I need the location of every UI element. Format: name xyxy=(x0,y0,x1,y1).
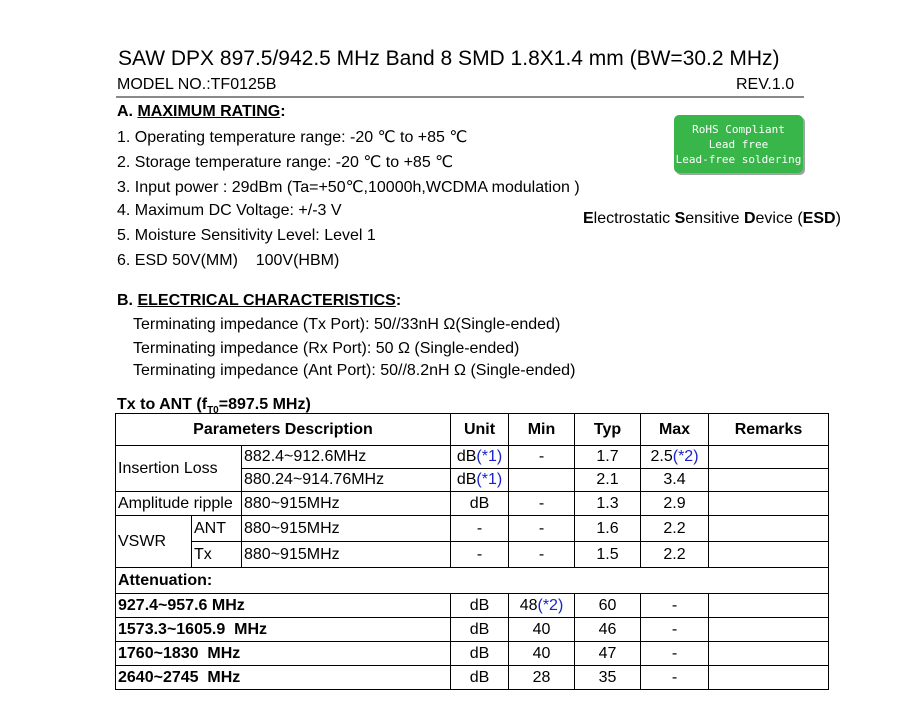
header-parameters: Parameters Description xyxy=(116,414,451,446)
rating-item: 4. Maximum DC Voltage: +/-3 V xyxy=(117,202,342,219)
table-row xyxy=(116,594,829,618)
remarks-cell xyxy=(709,594,829,618)
impedance-line: Terminating impedance (Rx Port): 50 Ω (Single-ended) xyxy=(133,340,520,357)
badge-line: RoHS Compliant xyxy=(692,122,785,136)
typ-cell: 1.7 xyxy=(575,446,641,469)
typ-cell: 1.3 xyxy=(575,492,641,516)
unit-cell: - xyxy=(451,516,509,542)
max-cell: 2.2 xyxy=(641,542,709,568)
rating-item: 5. Moisture Sensitivity Level: Level 1 xyxy=(117,227,376,244)
min-cell: 40 xyxy=(509,618,575,642)
remarks-cell xyxy=(709,618,829,642)
range-cell: 880~915MHz xyxy=(242,492,451,516)
unit-cell: - xyxy=(451,542,509,568)
unit-cell: dB xyxy=(451,618,509,642)
impedance-line: Terminating impedance (Ant Port): 50//8.2nH Ω (Single-ended) xyxy=(133,362,576,379)
section-b-heading: B. ELECTRICAL CHARACTERISTICS: xyxy=(117,292,402,309)
range-cell: 2640~2745 MHz xyxy=(116,666,451,690)
typ-cell: 46 xyxy=(575,618,641,642)
unit-cell: dB xyxy=(451,642,509,666)
range-cell: 882.4~912.6MHz xyxy=(242,446,451,469)
typ-cell: 60 xyxy=(575,594,641,618)
table-title: Tx to ANT ($f_{T0}=897.5$ MHz) xyxy=(117,396,311,417)
min-cell: - xyxy=(509,492,575,516)
typ-cell: 1.5 xyxy=(575,542,641,568)
header-typ: Typ xyxy=(575,414,641,446)
max-cell: - xyxy=(641,594,709,618)
header-remarks: Remarks xyxy=(709,414,829,446)
unit-cell: dB xyxy=(451,492,509,516)
header-divider xyxy=(116,96,804,98)
table-row xyxy=(116,618,829,642)
unit-cell: dB xyxy=(451,594,509,618)
attenuation-label: Attenuation: xyxy=(116,568,829,594)
range-cell: 880.24~914.76MHz xyxy=(242,469,451,492)
port-cell: ANT xyxy=(192,516,242,542)
rohs-compliant-badge xyxy=(674,115,803,173)
model-number: MODEL NO.:TF0125B xyxy=(117,76,277,93)
badge-line: Lead free xyxy=(708,137,769,151)
table-row xyxy=(116,446,829,469)
port-cell: Tx xyxy=(192,542,242,568)
remarks-cell xyxy=(709,516,829,542)
typ-cell: 1.6 xyxy=(575,516,641,542)
max-cell: - xyxy=(641,666,709,690)
header-unit: Unit xyxy=(451,414,509,446)
revision: REV.1.0 xyxy=(736,76,795,93)
range-cell: 880~915MHz xyxy=(242,542,451,568)
max-cell: 2.5(*2) xyxy=(641,446,709,469)
unit-cell: dB(*1) xyxy=(451,469,509,492)
min-cell: - xyxy=(509,446,575,469)
table-header-row xyxy=(116,414,829,446)
min-cell: - xyxy=(509,516,575,542)
unit-cell: dB(*1) xyxy=(451,446,509,469)
electrical-spec-table xyxy=(115,413,829,690)
badge-line: Lead-free soldering xyxy=(675,152,802,166)
remarks-cell xyxy=(709,542,829,568)
unit-cell: dB xyxy=(451,666,509,690)
rating-item: 3. Input power : 29dBm (Ta=+50℃,10000h,WCDMA modulation ) xyxy=(117,179,580,196)
range-cell: 1573.3~1605.9 MHz xyxy=(116,618,451,642)
min-cell: 48(*2) xyxy=(509,594,575,618)
rating-item: 1. Operating temperature range: -20 ℃ to +85 ℃ xyxy=(117,129,468,146)
header-min: Min xyxy=(509,414,575,446)
section-a-heading: A. MAXIMUM RATING: xyxy=(117,103,286,120)
max-cell: 2.9 xyxy=(641,492,709,516)
max-cell: - xyxy=(641,618,709,642)
min-cell: 28 xyxy=(509,666,575,690)
table-row xyxy=(116,542,829,568)
table-row xyxy=(116,642,829,666)
remarks-cell xyxy=(709,469,829,492)
max-cell: - xyxy=(641,642,709,666)
insertion-loss-label: Insertion Loss xyxy=(116,446,242,492)
rating-item: 6. ESD 50V(MM) 100V(HBM) xyxy=(117,252,340,269)
min-cell: 40 xyxy=(509,642,575,666)
range-cell: 880~915MHz xyxy=(242,516,451,542)
table-row xyxy=(116,516,829,542)
typ-cell: 35 xyxy=(575,666,641,690)
document-title: SAW DPX 897.5/942.5 MHz Band 8 SMD 1.8X1.4 mm (BW=30.2 MHz) xyxy=(118,47,780,70)
typ-cell: 2.1 xyxy=(575,469,641,492)
rating-item: 2. Storage temperature range: -20 ℃ to +85 ℃ xyxy=(117,154,454,171)
remarks-cell xyxy=(709,446,829,469)
remarks-cell xyxy=(709,492,829,516)
remarks-cell xyxy=(709,642,829,666)
range-cell: 927.4~957.6 MHz xyxy=(116,594,451,618)
max-cell: 2.2 xyxy=(641,516,709,542)
range-cell: 1760~1830 MHz xyxy=(116,642,451,666)
vswr-label: VSWR xyxy=(116,516,192,568)
esd-notice: Electrostatic Sensitive Device (ESD) xyxy=(583,210,841,227)
min-cell: - xyxy=(509,542,575,568)
table-row xyxy=(116,492,829,516)
table-row xyxy=(116,666,829,690)
min-cell xyxy=(509,469,575,492)
typ-cell: 47 xyxy=(575,642,641,666)
table-row xyxy=(116,568,829,594)
amplitude-ripple-label: Amplitude ripple xyxy=(116,492,242,516)
impedance-line: Terminating impedance (Tx Port): 50//33nH Ω(Single-ended) xyxy=(133,316,561,333)
header-max: Max xyxy=(641,414,709,446)
remarks-cell xyxy=(709,666,829,690)
max-cell: 3.4 xyxy=(641,469,709,492)
